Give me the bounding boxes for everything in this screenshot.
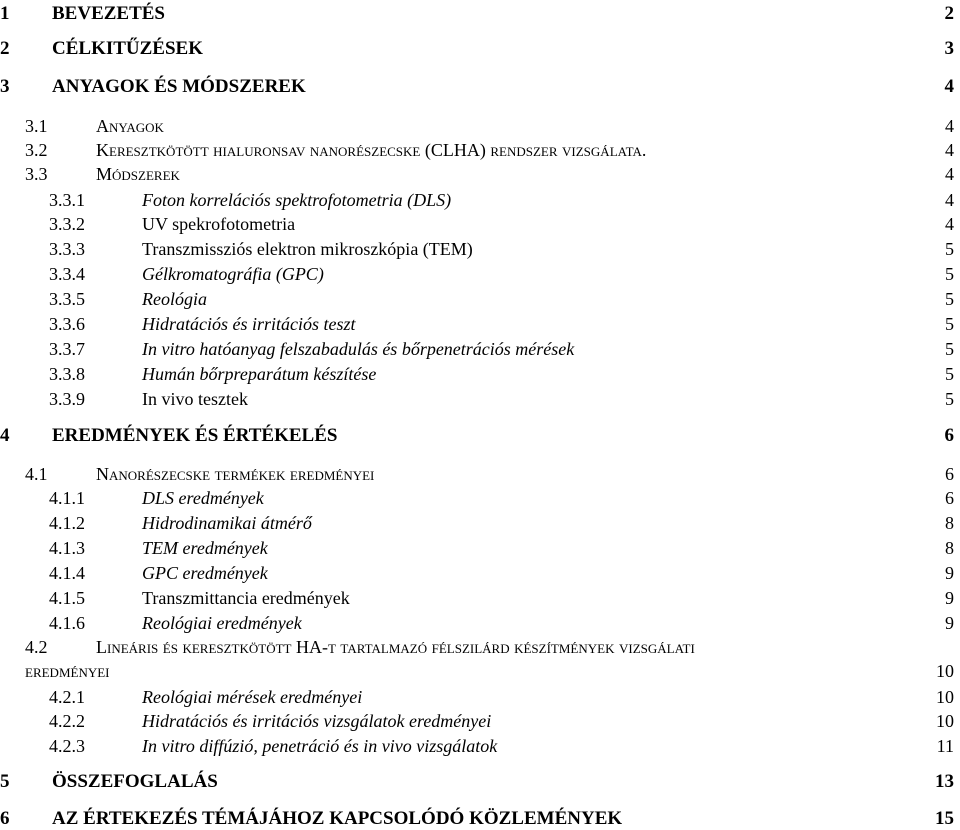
toc-entry-title: ÖSSZEFOGLALÁS [52,771,218,792]
toc-entry-number: 2 [0,38,10,59]
toc-entry-number: 4.1.5 [49,588,85,608]
toc-entry-title: UV spekrofotometria [142,214,296,234]
toc-entry-number: 3.3.9 [49,389,85,409]
toc-entry-title: In vitro hatóanyag felszabadulás és bőrpenetrációs mérések [142,339,575,359]
toc-entry-page: 8 [945,538,954,558]
toc-entry-number: 4.1.6 [49,613,85,633]
toc-entry-page: 5 [945,289,954,309]
toc-entry-page: 13 [935,771,954,792]
toc-entry-page: 4 [945,116,954,136]
toc-entry-page: 5 [945,314,954,334]
toc-entry-number: 3.3.4 [49,264,85,284]
toc-entry-title: In vivo tesztek [142,389,248,409]
toc-entry-number: 4.2.2 [49,711,85,731]
toc-entry-page: 5 [945,364,954,384]
toc-entry-number: 4.1.3 [49,538,85,558]
toc-entry-page: 11 [936,736,954,756]
toc-entry-title: Reológiai mérések eredményei [142,687,363,707]
toc-entry-number: 4.1.4 [49,563,85,583]
toc-entry-title: Humán bőrpreparátum készítése [142,364,377,384]
toc-entry-title: Foton korrelációs spektrofotometria (DLS) [142,190,452,210]
toc-entry-title: AZ ÉRTEKEZÉS TÉMÁJÁHOZ KAPCSOLÓDÓ KÖZLEMÉNYEK [52,808,623,829]
toc-entry-number: 3.3 [25,164,48,184]
toc-entry-number: 4.2.3 [49,736,85,756]
toc-entry-number: 5 [0,771,10,792]
toc-entry-number: 4.2 [25,637,48,657]
toc-entry-page: 10 [936,711,954,731]
toc-entry-title: ANYAGOK ÉS MÓDSZEREK [52,76,306,97]
toc-entry-page: 15 [935,808,954,829]
toc-entry-page: 10 [936,661,954,681]
toc-entry-number: 3.2 [25,140,48,160]
toc-entry-page: 5 [945,264,954,284]
toc-entry-number: 3.3.8 [49,364,85,384]
toc-entry-title: Lineáris és keresztkötött HA-t tartalmazó félszilárd készítmények vizsgálati [96,637,695,657]
toc-entry-page: 9 [945,588,954,608]
toc-entry-page: 5 [945,389,954,409]
toc-entry-title: Reológiai eredmények [142,613,302,633]
toc-entry-title: Transzmittancia eredmények [142,588,350,608]
toc-entry-number: 4.1 [25,464,48,484]
toc-entry-title: BEVEZETÉS [52,3,165,24]
toc-entry-title: EREDMÉNYEK ÉS ÉRTÉKELÉS [52,425,338,446]
toc-entry-title: Módszerek [96,164,180,184]
toc-entry-title: Keresztkötött hialuronsav nanorészecske (CLHA) rendszer vizsgálata. [96,140,647,160]
toc-entry-number: 3 [0,76,10,97]
toc-entry-page: 9 [945,563,954,583]
toc-entry-page: 4 [945,140,954,160]
toc-entry-number: 3.3.1 [49,190,85,210]
toc-entry-page: 4 [945,214,954,234]
toc-entry-title: eredményei [25,661,110,681]
toc-entry-number: 3.3.2 [49,214,85,234]
toc-entry-title: Reológia [142,289,207,309]
toc-entry-title: TEM eredmények [142,538,268,558]
toc-entry-title: In vitro diffúzió, penetráció és in vivo vizsgálatok [142,736,498,756]
toc-entry-title: Gélkromatográfia (GPC) [142,264,324,284]
toc-entry-number: 1 [0,3,10,24]
toc-entry-page: 5 [945,239,954,259]
toc-entry-title: Anyagok [96,116,164,136]
toc-entry-number: 4 [0,425,10,446]
toc-entry-page: 4 [945,164,954,184]
toc-entry-number: 6 [0,808,10,829]
toc-entry-page: 8 [945,513,954,533]
toc-entry-title: Transzmissziós elektron mikroszkópia (TEM) [142,239,473,259]
toc-entry-title: Hidratációs és irritációs vizsgálatok eredményei [142,711,492,731]
toc-entry-number: 4.1.1 [49,488,85,508]
toc-entry-page: 9 [945,613,954,633]
toc-entry-title: GPC eredmények [142,563,268,583]
toc-entry-title: Hidrodinamikai átmérő [142,513,312,533]
toc-entry-page: 4 [944,76,954,97]
toc-entry-title: DLS eredmények [142,488,264,508]
toc-entry-page: 5 [945,339,954,359]
toc-entry-page: 6 [945,488,954,508]
toc-entry-number: 3.1 [25,116,48,136]
toc-entry-number: 3.3.3 [49,239,85,259]
toc-entry-number: 3.3.5 [49,289,85,309]
toc-entry-number: 4.1.2 [49,513,85,533]
toc-entry-page: 6 [945,464,954,484]
toc-entry-title: Nanorészecske termékek eredményei [96,464,375,484]
toc-entry-title: CÉLKITŰZÉSEK [52,38,203,59]
toc-entry-number: 3.3.6 [49,314,85,334]
toc-entry-page: 10 [936,687,954,707]
toc-entry-page: 3 [944,38,954,59]
toc-entry-title: Hidratációs és irritációs teszt [142,314,356,334]
toc-entry-number: 3.3.7 [49,339,85,359]
toc-entry-page: 2 [944,3,954,24]
toc-entry-number: 4.2.1 [49,687,85,707]
toc-entry-page: 6 [944,425,954,446]
toc-entry-page: 4 [945,190,954,210]
